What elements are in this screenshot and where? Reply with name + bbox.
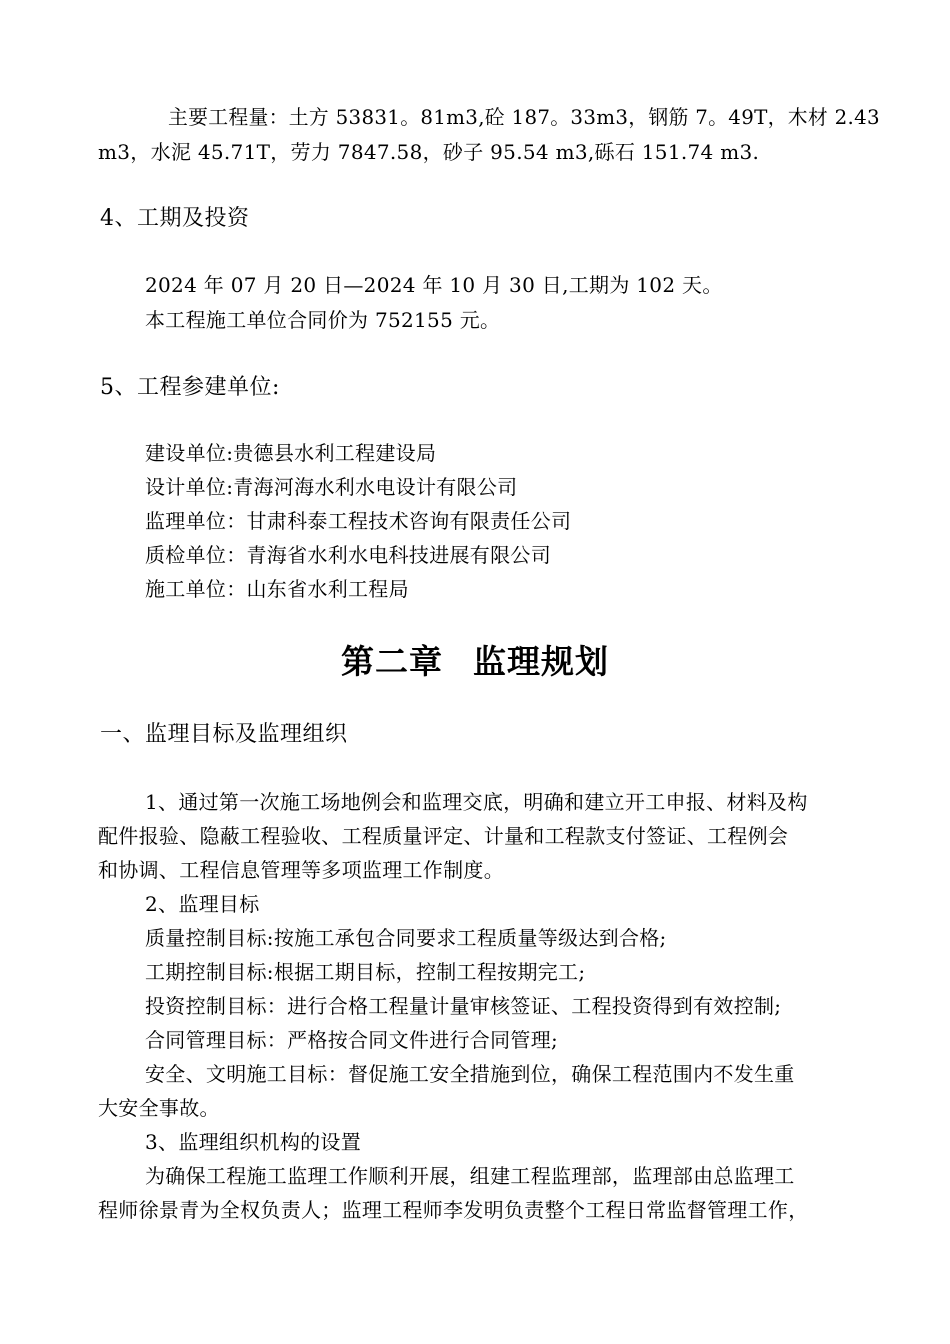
unit-quality-inspector: 质检单位：青海省水利水电科技进展有限公司 [145,543,551,567]
chapter-name: 监理规划 [473,642,609,681]
item-3-line-1: 为确保工程施工监理工作顺利开展，组建工程监理部，监理部由总监理工 [145,1164,795,1188]
item-2-heading: 2、监理目标 [145,892,260,916]
section-5-heading: 5、工程参建单位: [100,375,280,400]
item-1-line-1: 1、通过第一次施工场地例会和监理交底，明确和建立开工申报、材料及构 [145,790,808,814]
quantities-line-2: m3，水泥 45.71T，劳力 7847.58，砂子 95.54 m3,砾石 151.74 m3. [98,140,760,164]
goal-investment: 投资控制目标：进行合格工程量计量审核签证、工程投资得到有效控制; [145,994,782,1018]
item-3-heading: 3、监理组织机构的设置 [145,1130,362,1154]
item-3-line-2: 程师徐景青为全权负责人；监理工程师李发明负责整个工程日常监督管理工作， [98,1198,809,1222]
unit-designer: 设计单位:青海河海水利水电设计有限公司 [145,475,518,499]
goal-schedule: 工期控制目标:根据工期目标，控制工程按期完工; [145,960,586,984]
unit-construction-owner: 建设单位:贵德县水利工程建设局 [145,441,437,465]
part-1-heading: 一、监理目标及监理组织 [100,722,348,747]
item-1-line-2: 配件报验、隐蔽工程验收、工程质量评定、计量和工程款支付签证、工程例会 [98,824,789,848]
goal-safety-line-2: 大安全事故。 [98,1096,220,1120]
goal-contract: 合同管理目标：严格按合同文件进行合同管理; [145,1028,559,1052]
construction-period: 2024 年 07 月 20 日—2024 年 10 月 30 日,工期为 102 天。 [145,273,723,297]
chapter-title [0,640,950,684]
item-1-line-3: 和协调、工程信息管理等多项监理工作制度。 [98,858,504,882]
unit-contractor: 施工单位：山东省水利工程局 [145,577,409,601]
chapter-number: 第二章 [341,642,443,681]
goal-quality: 质量控制目标:按施工承包合同要求工程质量等级达到合格; [145,926,667,950]
section-4-heading: 4、工期及投资 [100,206,250,231]
quantities-line-1: 主要工程量：土方 53831。81m3,砼 187。33m3，钢筋 7。49T，木材 2.43 [168,105,880,129]
unit-supervisor: 监理单位：甘肃科泰工程技术咨询有限责任公司 [145,509,572,533]
goal-safety-line-1: 安全、文明施工目标：督促施工安全措施到位，确保工程范围内不发生重 [145,1062,795,1086]
contract-price: 本工程施工单位合同价为 752155 元。 [145,308,501,332]
